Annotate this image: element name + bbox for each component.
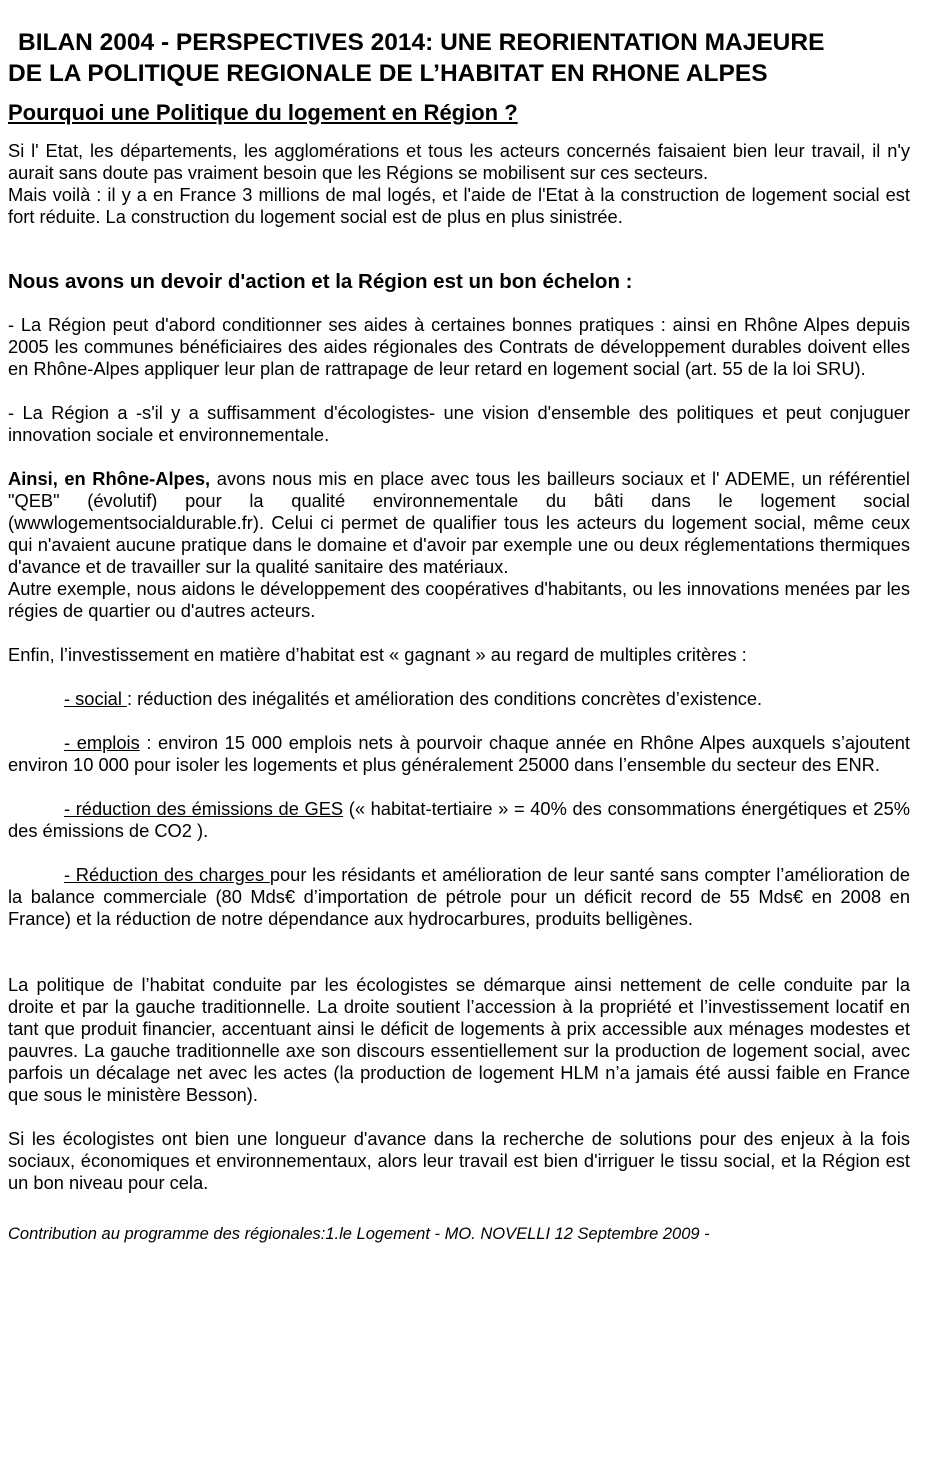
title-line-1: BILAN 2004 - PERSPECTIVES 2014: UNE REORIENTATION MAJEURE bbox=[18, 29, 825, 56]
footer-note: Contribution au programme des régionales:1.le Logement - MO. NOVELLI 12 Septembre 2009 - bbox=[8, 1225, 710, 1243]
criterion-label: - social bbox=[64, 688, 127, 709]
enfin-paragraph: Enfin, l’investissement en matière d’habitat est « gagnant » au regard de multiples critères : bbox=[8, 644, 747, 665]
point-paragraph-1: - La Région peut d'abord conditionner ses aides à certaines bonnes pratiques : ainsi en Rhône Alpes depuis 2005 les communes bénéficiaires des aides régionales des Contrats de développement durables doivent elles en Rhône-Alpes appliquer leur plan de rattrapage de leur retard en logement social (art. 55 de la loi SRU). bbox=[8, 314, 910, 379]
criterion-label: - emplois bbox=[64, 732, 140, 753]
criterion-label: - réduction des émissions de GES bbox=[64, 798, 344, 819]
section-title: Pourquoi une Politique du logement en Région ? bbox=[8, 100, 518, 125]
ainsi-paragraph bbox=[8, 468, 910, 578]
intro-paragraph-1: Si l' Etat, les départements, les agglomérations et tous les acteurs concernés faisaient bien leur travail, il n'y aurait sans doute pas vraiment besoin que les Régions se mobilisent sur ces secteurs. bbox=[8, 140, 910, 183]
criterion-text: (« habitat-tertiaire » = 40% des consommations énergétiques et 25% des émissions de CO2 ). bbox=[8, 798, 910, 841]
title-line-2: DE LA POLITIQUE REGIONALE DE L’HABITAT EN RHONE ALPES bbox=[8, 60, 768, 87]
document-page bbox=[8, 27, 910, 1244]
criterion-text: pour les résidants et amélioration de leur santé sans compter l’amélioration de la balance commerciale (80 Mds€ d’importation de pétrole pour un déficit record de 55 Mds€ en 2008 en France) et la réduction de notre dépendance aux hydrocarbures, produits belligènes. bbox=[8, 864, 910, 929]
criterion-text: : réduction des inégalités et amélioration des conditions concrètes d’existence. bbox=[127, 688, 763, 709]
criterion-charges bbox=[8, 864, 910, 930]
criterion-label: - Réduction des charges bbox=[64, 864, 270, 885]
criterion-ges bbox=[8, 798, 910, 842]
ainsi-lead: Ainsi, en Rhône-Alpes, bbox=[8, 468, 211, 489]
criterion-social bbox=[8, 688, 910, 710]
criterion-emplois bbox=[8, 732, 910, 776]
politique-paragraph: La politique de l’habitat conduite par les écologistes se démarque ainsi nettement de celle conduite par la droite et par la gauche traditionnelle. La droite soutient l’accession à la propriété et l’investissement locatif en tant que produit financier, accentuant ainsi le déficit de logements à prix accessible aux ménages modestes et pauvres. La gauche traditionnelle axe son discours essentiellement sur la production de logement social, avec parfois un décalage net avec les actes (la production de logement HLM n’a jamais été aussi faible en France que sous le ministère Besson). bbox=[8, 974, 910, 1105]
other-example-paragraph: Autre exemple, nous aidons le développement des coopératives d'habitants, ou les innovations menées par les régies de quartier ou d'autres acteurs. bbox=[8, 578, 910, 621]
ainsi-text: avons nous mis en place avec tous les bailleurs sociaux et l' ADEME, un référentiel "QEB" (évolutif) pour la qualité environnementale du bâti dans le logement social (wwwlogementsocialdurable.fr). Celui ci permet de qualifier tous les acteurs du logement social, même ceux qui n'avaient aucune pratique dans le domaine et d'avoir par exemple une ou deux réglementations thermiques d'avance et de travailler sur la qualité sanitaire des matériaux. bbox=[8, 468, 910, 577]
point-paragraph-2: - La Région a -s'il y a suffisamment d'écologistes- une vision d'ensemble des politiques et peut conjuguer innovation sociale et environnementale. bbox=[8, 402, 910, 445]
conclusion-paragraph: Si les écologistes ont bien une longueur d'avance dans la recherche de solutions pour des enjeux à la fois sociaux, économiques et environnementaux, alors leur travail est bien d'irriguer le tissu social, et la Région est un bon niveau pour cela. bbox=[8, 1128, 910, 1193]
action-heading: Nous avons un devoir d'action et la Région est un bon échelon : bbox=[8, 270, 633, 293]
criterion-text: : environ 15 000 emplois nets à pourvoir chaque année en Rhône Alpes auxquels s’ajoutent environ 10 000 pour isoler les logements et plus généralement 25000 dans l’ensemble du secteur des ENR. bbox=[8, 732, 910, 775]
document-title bbox=[8, 27, 910, 89]
intro-paragraph-2: Mais voilà : il y a en France 3 millions de mal logés, et l'aide de l'Etat à la construction de logement social est fort réduite. La construction du logement social est de plus en plus sinistrée. bbox=[8, 184, 910, 227]
